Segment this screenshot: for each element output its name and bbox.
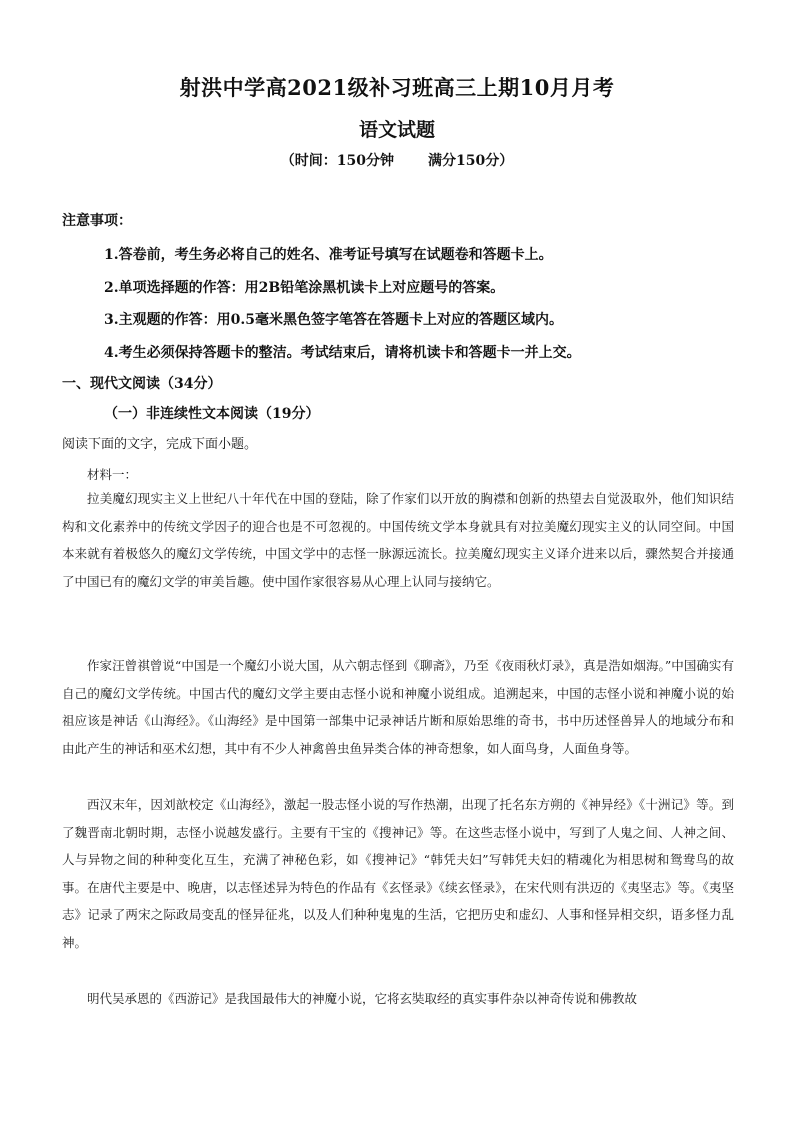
exam-title: 射洪中学高2021级补习班高三上期10月月考	[179, 75, 615, 100]
notice-item: 4.考生必须保持答题卡的整洁。考试结束后，请将机读卡和答题卡一并上交。	[104, 345, 581, 361]
subsection-heading: （一）非连续性文本阅读（19分）	[104, 406, 320, 422]
material-paragraph: 作家汪曾祺曾说“中国是一个魔幻小说大国，从六朝志怪到《聊斋》，乃至《夜雨秋灯录》，真是浩如烟海。”中国确实有自己的魔幻文学传统。中国古代的魔幻文学主要由志怪小说和神魔小说组成。追溯起来，中国的志怪小说和神魔小说的始祖应该是神话《山海经》。《山海经》是中国第一部集中记录神话片断和原始思维的奇书，书中历述怪兽异人的地域分布和由此产生的神话和巫术幻想，其中有不少人神禽兽虫鱼异类合体的神奇想象，如人面鸟身，人面鱼身等。	[62, 658, 734, 756]
notice-item: 2.单项选择题的作答：用2B铅笔涂黑机读卡上对应题号的答案。	[104, 280, 505, 296]
reading-instruction: 阅读下面的文字，完成下面小题。	[62, 437, 258, 452]
material-paragraph: 西汉末年，因刘歆校定《山海经》，激起一股志怪小说的写作热潮，出现了托名东方朔的《神异经》《十洲记》等。到了魏晋南北朝时期，志怪小说越发盛行。主要有干宝的《搜神记》等。在这些志怪小说中，写到了人鬼之间、人神之间、人与异物之间的种种变化互生，充满了神秘色彩，如《搜神记》“韩凭夫妇”写韩凭夫妇的精魂化为相思树和鸳鸯鸟的故事。在唐代主要是中、晚唐，以志怪述异为特色的作品有《玄怪录》《续玄怪录》，在宋代则有洪迈的《夷坚志》等。《夷坚志》记录了两宋之际政局变乱的怪异征兆，以及人们种种鬼鬼的生活，它把历史和虚幻、人事和怪异相交织，语多怪力乱神。	[62, 797, 734, 950]
material-paragraph: 明代吴承恩的《西游记》是我国最伟大的神魔小说，它将玄奘取经的真实事件杂以神奇传说和佛教故	[87, 991, 638, 1006]
exam-time-score	[0, 150, 794, 170]
exam-time: （时间：150分钟	[280, 153, 394, 169]
notice-item: 3.主观题的作答：用0.5毫米黑色签字笔答在答题卡上对应的答题区域内。	[104, 312, 563, 328]
exam-subject: 语文试题	[358, 119, 435, 141]
section-heading: 一、现代文阅读（34分）	[62, 376, 222, 392]
exam-score: 满分150分）	[428, 153, 514, 169]
material-paragraph: 拉美魔幻现实主义上世纪八十年代在中国的登陆，除了作家们以开放的胸襟和创新的热望去自觉汲取外，他们知识结构和文化素养中的传统文学因子的迎合也是不可忽视的。中国传统文学本身就具有对拉美魔幻现实主义的认同空间。中国本来就有着极悠久的魔幻文学传统，中国文学中的志怪一脉源远流长。拉美魔幻现实主义译介进来以后，骤然契合并接通了中国已有的魔幻文学的审美旨趣。使中国作家很容易从心理上认同与接纳它。	[62, 491, 734, 589]
material-label: 材料一：	[87, 467, 138, 482]
notice-heading: 注意事项：	[62, 213, 132, 229]
notice-item: 1.答卷前，考生务必将自己的姓名、准考证号填写在试题卷和答题卡上。	[104, 247, 553, 263]
